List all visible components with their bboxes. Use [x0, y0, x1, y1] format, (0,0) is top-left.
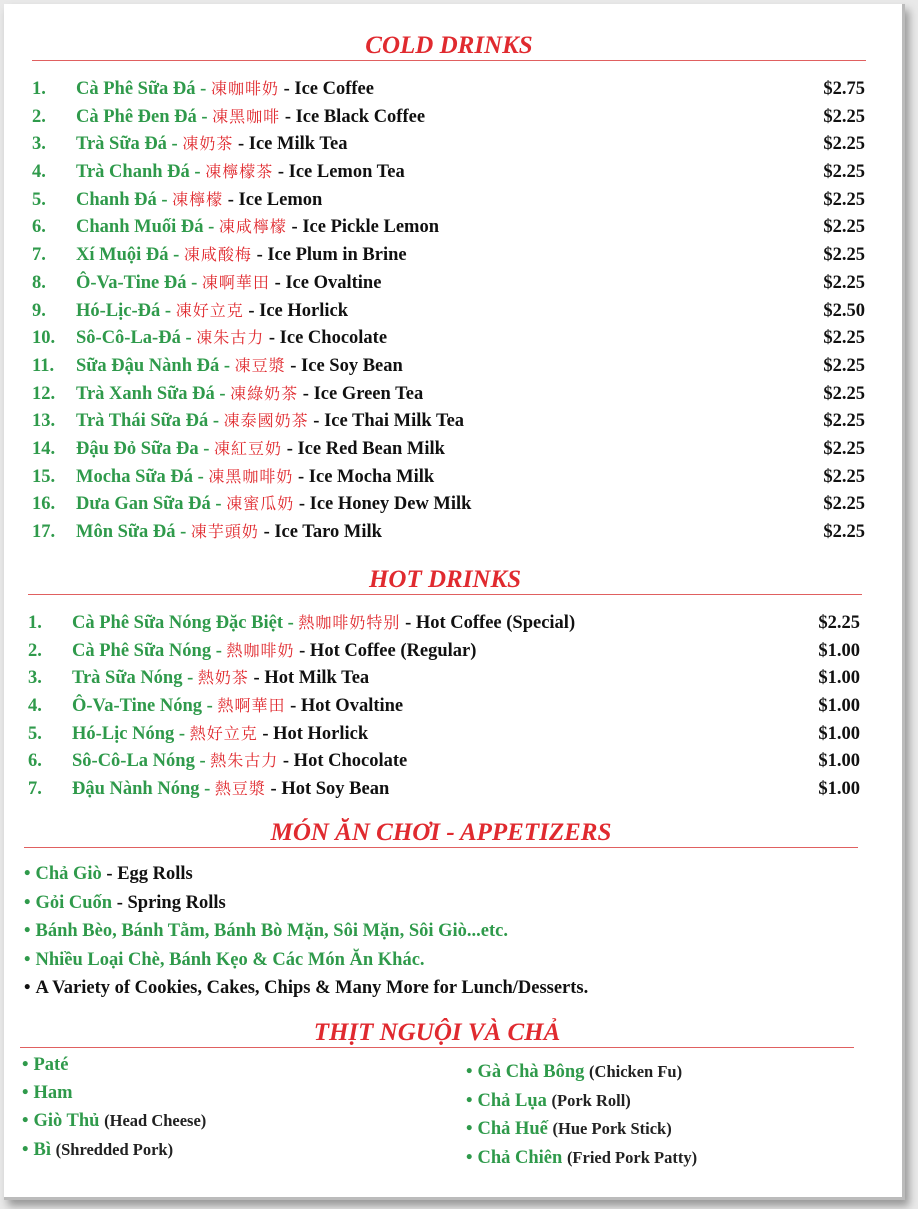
item-number: 5. [32, 189, 46, 210]
vietnamese-name: Hó-Lịc-Đá - [76, 300, 172, 321]
item-price: $2.25 [823, 106, 865, 127]
bullet-item [22, 1052, 442, 1080]
chinese-name: 熱咖啡奶特别 [298, 613, 401, 632]
english-name: A Variety of Cookies, Cakes, Chips & Many More for Lunch/Desserts. [35, 978, 589, 998]
menu-item-row [32, 270, 865, 298]
vietnamese-name: Cà Phê Sữa Đá - [76, 79, 207, 99]
chinese-name: 凍綠奶茶 [230, 383, 299, 403]
english-name: - Ice Horlick [248, 300, 348, 321]
chinese-name: 熱奶茶 [197, 668, 249, 688]
item-description [72, 776, 389, 802]
item-number: 7. [28, 779, 42, 800]
item-price: $2.25 [823, 383, 865, 404]
english-name: - Ice Black Coffee [284, 106, 426, 127]
item-price: $2.25 [823, 245, 865, 266]
english-name: (Chicken Fu) [589, 1062, 683, 1081]
item-description [76, 187, 322, 213]
menu-item-row [32, 104, 865, 132]
menu-item-row [28, 638, 860, 666]
english-name: - Ice Plum in Brine [256, 245, 407, 266]
cold-drinks-heading: COLD DRINKS [32, 32, 866, 61]
item-price: $1.00 [818, 751, 860, 772]
vietnamese-name: Nhiều Loại Chè, Bánh Kẹo & Các Món Ăn Khác. [35, 949, 425, 970]
menu-item-row [32, 187, 865, 215]
bullet-item [22, 1080, 442, 1108]
menu-item-row [28, 721, 860, 749]
chinese-name: 凍朱古力 [196, 328, 265, 348]
item-description [76, 76, 374, 102]
item-number: 4. [28, 696, 42, 717]
item-number: 17. [32, 522, 56, 542]
english-name: - Ice Taro Milk [263, 522, 382, 542]
bullet-icon: • [24, 892, 31, 913]
english-name: - Ice Mocha Milk [298, 466, 435, 487]
vietnamese-name: Giò Thủ [33, 1111, 100, 1131]
item-number: 4. [32, 162, 46, 183]
bullet-item [24, 889, 864, 918]
bullet-item [466, 1087, 886, 1116]
item-price: $2.25 [823, 438, 865, 459]
menu-item-row [28, 665, 860, 693]
vietnamese-name: Ham [33, 1082, 73, 1103]
menu-item-row [32, 131, 865, 159]
item-price: $2.25 [823, 494, 865, 515]
english-name: - Egg Rolls [106, 864, 193, 884]
item-number: 15. [32, 466, 56, 487]
hot-drinks-heading: HOT DRINKS [28, 566, 862, 595]
item-number: 14. [32, 438, 56, 459]
vietnamese-name: Ô-Va-Tine Nóng - [72, 696, 213, 717]
bullet-item [24, 917, 864, 946]
item-description [72, 748, 407, 774]
item-number: 11. [32, 355, 55, 376]
bullet-icon: • [24, 864, 31, 884]
menu-item-row [28, 776, 860, 804]
item-price: $2.25 [818, 613, 860, 633]
item-price: $1.00 [818, 779, 860, 800]
vietnamese-name: Bánh Bèo, Bánh Tằm, Bánh Bò Mặn, Sôi Mặn, Sôi Giò...etc. [35, 921, 509, 941]
item-number: 6. [28, 751, 42, 772]
bullet-icon: • [24, 921, 31, 941]
chinese-name: 凍咸酸梅 [183, 245, 252, 265]
item-number: 9. [32, 300, 46, 321]
vietnamese-name: Cà Phê Sữa Nóng Đặc Biệt - [72, 613, 294, 633]
item-price: $2.25 [823, 522, 865, 542]
vietnamese-name: Trà Sữa Đá - [76, 134, 178, 155]
english-name: - Ice Lemon Tea [277, 162, 405, 183]
item-description [76, 104, 425, 130]
item-number: 13. [32, 411, 56, 432]
chinese-name: 凍泰國奶茶 [223, 411, 309, 431]
item-description [76, 491, 471, 517]
bullet-icon: • [466, 1119, 473, 1139]
chinese-name: 熱啊華田 [217, 696, 286, 716]
vietnamese-name: Chả Huế [477, 1119, 548, 1139]
english-name: - Spring Rolls [116, 892, 226, 913]
item-number: 3. [28, 668, 42, 689]
item-price: $2.25 [823, 189, 865, 210]
item-number: 5. [28, 723, 42, 744]
bullet-item [22, 1107, 442, 1136]
bullet-icon: • [22, 1055, 29, 1075]
chinese-name: 凍好立克 [175, 300, 244, 320]
bullet-icon: • [22, 1111, 29, 1131]
vietnamese-name: Dưa Gan Sữa Đá - [76, 494, 222, 515]
bullet-item [24, 974, 864, 1003]
item-description [76, 381, 423, 407]
english-name: - Ice Soy Bean [290, 355, 403, 376]
item-number: 7. [32, 245, 46, 266]
menu-item-row [32, 214, 865, 242]
vietnamese-name: Sô-Cô-La Nóng - [72, 751, 206, 772]
english-name: (Pork Roll) [551, 1090, 631, 1110]
vietnamese-name: Hó-Lịc Nóng - [72, 723, 186, 744]
chinese-name: 凍芋頭奶 [190, 522, 259, 541]
item-description [72, 665, 369, 691]
item-price: $2.25 [823, 328, 865, 349]
menu-item-row [28, 748, 860, 776]
item-description [72, 721, 368, 747]
item-description [76, 214, 439, 240]
item-number: 3. [32, 134, 46, 155]
english-name: - Ice Pickle Lemon [291, 217, 439, 238]
chinese-name: 凍黑咖啡 [212, 106, 281, 126]
vietnamese-name: Môn Sữa Đá - [76, 522, 187, 542]
vietnamese-name: Trà Xanh Sữa Đá - [76, 383, 226, 404]
menu-page [4, 4, 905, 1200]
chinese-name: 熱咖啡奶 [226, 640, 295, 660]
menu-item-row [32, 76, 865, 104]
chinese-name: 凍檸檬茶 [205, 162, 274, 182]
item-description [72, 638, 476, 664]
hot-drinks-list [28, 610, 860, 804]
english-name: - Hot Ovaltine [290, 696, 404, 717]
vietnamese-name: Gà Chà Bông [477, 1062, 585, 1082]
item-number: 8. [32, 272, 46, 293]
item-number: 2. [28, 640, 42, 661]
english-name: - Ice Honey Dew Milk [298, 494, 472, 515]
menu-item-row [32, 436, 865, 464]
vietnamese-name: Đậu Đỏ Sữa Đa - [76, 438, 210, 459]
cold-cuts-left-list [22, 1052, 442, 1164]
menu-item-row [32, 242, 865, 270]
english-name: - Ice Green Tea [302, 383, 424, 404]
item-price: $1.00 [818, 723, 860, 744]
bullet-icon: • [466, 1062, 473, 1082]
item-description [76, 436, 445, 462]
item-number: 6. [32, 217, 46, 238]
vietnamese-name: Paté [33, 1055, 69, 1075]
bullet-icon: • [24, 978, 31, 998]
english-name: - Ice Thai Milk Tea [313, 411, 465, 432]
vietnamese-name: Xí Muội Đá - [76, 245, 180, 266]
vietnamese-name: Bì [33, 1139, 51, 1160]
chinese-name: 凍黑咖啡奶 [208, 466, 294, 486]
chinese-name: 凍咖啡奶 [210, 79, 279, 98]
vietnamese-name: Ô-Va-Tine Đá - [76, 272, 198, 293]
item-number: 2. [32, 106, 46, 127]
item-description [76, 353, 403, 379]
item-price: $2.50 [823, 300, 865, 321]
cold-cuts-right-list [466, 1058, 886, 1172]
english-name: (Fried Pork Patty) [566, 1147, 698, 1167]
menu-item-row [32, 325, 865, 353]
vietnamese-name: Trà Chanh Đá - [76, 162, 201, 183]
item-description [76, 325, 387, 351]
item-price: $2.25 [823, 162, 865, 183]
item-price: $2.25 [823, 355, 865, 376]
chinese-name: 熱好立克 [189, 723, 258, 743]
bullet-item [466, 1144, 886, 1173]
item-number: 1. [32, 79, 46, 99]
item-price: $2.75 [823, 79, 865, 99]
chinese-name: 凍啊華田 [201, 272, 270, 292]
cold-drinks-list [32, 76, 865, 547]
item-price: $2.25 [823, 134, 865, 155]
chinese-name: 凍蜜瓜奶 [226, 494, 295, 514]
bullet-icon: • [466, 1147, 473, 1168]
english-name: - Hot Chocolate [282, 751, 408, 772]
english-name: (Shredded Pork) [55, 1139, 174, 1159]
english-name: - Hot Milk Tea [253, 668, 370, 689]
english-name: - Ice Ovaltine [274, 272, 382, 293]
item-price: $1.00 [818, 640, 860, 661]
english-name: - Hot Soy Bean [270, 779, 390, 800]
menu-item-row [32, 491, 865, 519]
bullet-icon: • [22, 1082, 29, 1103]
chinese-name: 凍奶茶 [182, 134, 234, 154]
vietnamese-name: Gỏi Cuốn [35, 892, 113, 913]
bullet-item [24, 946, 864, 975]
item-price: $2.25 [823, 411, 865, 432]
vietnamese-name: Cà Phê Đen Đá - [76, 106, 208, 127]
vietnamese-name: Mocha Sữa Đá - [76, 466, 204, 487]
vietnamese-name: Chanh Muối Đá - [76, 217, 215, 238]
bullet-icon: • [24, 949, 31, 970]
vietnamese-name: Đậu Nành Nóng - [72, 779, 211, 800]
vietnamese-name: Trà Sữa Nóng - [72, 668, 194, 689]
item-description [72, 693, 403, 719]
bullet-icon: • [22, 1139, 29, 1160]
vietnamese-name: Chả Chiên [477, 1147, 563, 1168]
chinese-name: 凍豆漿 [234, 355, 286, 375]
item-description [76, 298, 348, 324]
english-name: (Hue Pork Stick) [552, 1119, 672, 1138]
chinese-name: 凍檸檬 [172, 189, 224, 209]
vietnamese-name: Chanh Đá - [76, 189, 168, 210]
appetizers-list [24, 860, 864, 1003]
bullet-icon: • [466, 1090, 473, 1111]
english-name: - Hot Coffee (Regular) [299, 640, 477, 661]
vietnamese-name: Trà Thái Sữa Đá - [76, 411, 220, 432]
bullet-item [24, 860, 864, 889]
item-price: $2.25 [823, 217, 865, 238]
english-name: - Hot Horlick [262, 723, 369, 744]
english-name: - Ice Milk Tea [237, 134, 348, 155]
appetizers-heading: MÓN ĂN CHƠI - APPETIZERS [24, 819, 858, 848]
english-name: (Head Cheese) [104, 1111, 207, 1130]
vietnamese-name: Chả Giò [35, 864, 102, 884]
item-description [72, 610, 575, 636]
menu-item-row [32, 519, 865, 547]
item-description [76, 131, 347, 157]
menu-item-row [28, 693, 860, 721]
menu-item-row [32, 381, 865, 409]
item-number: 16. [32, 494, 56, 515]
english-name: - Ice Coffee [283, 79, 374, 99]
menu-item-row [32, 159, 865, 187]
english-name: - Ice Lemon [227, 189, 323, 210]
vietnamese-name: Sô-Cô-La-Đá - [76, 328, 192, 349]
bullet-item [22, 1136, 442, 1165]
chinese-name: 熱豆漿 [214, 779, 266, 799]
menu-item-row [28, 610, 860, 638]
vietnamese-name: Cà Phê Sữa Nóng - [72, 640, 222, 661]
chinese-name: 凍咸檸檬 [218, 217, 287, 237]
menu-item-row [32, 408, 865, 436]
menu-item-row [32, 298, 865, 326]
item-description [76, 270, 381, 296]
chinese-name: 熱朱古力 [210, 751, 279, 771]
english-name: - Hot Coffee (Special) [405, 613, 576, 633]
menu-item-row [32, 353, 865, 381]
item-description [76, 464, 434, 490]
english-name: - Ice Chocolate [268, 328, 388, 349]
chinese-name: 凍紅豆奶 [214, 438, 283, 458]
item-number: 12. [32, 383, 56, 404]
item-description [76, 159, 405, 185]
item-price: $2.25 [823, 466, 865, 487]
bullet-item [466, 1058, 886, 1087]
item-price: $2.25 [823, 272, 865, 293]
english-name: - Ice Red Bean Milk [286, 438, 445, 459]
vietnamese-name: Chả Lụa [477, 1090, 547, 1111]
item-price: $1.00 [818, 668, 860, 689]
item-description [76, 408, 464, 434]
item-number: 1. [28, 613, 42, 633]
vietnamese-name: Sữa Đậu Nành Đá - [76, 355, 230, 376]
item-description [76, 519, 382, 545]
item-description [76, 242, 407, 268]
item-price: $1.00 [818, 696, 860, 717]
cold-cuts-heading: THỊT NGUỘI VÀ CHẢ [20, 1019, 854, 1048]
menu-item-row [32, 464, 865, 492]
bullet-item [466, 1115, 886, 1144]
item-number: 10. [32, 328, 56, 349]
